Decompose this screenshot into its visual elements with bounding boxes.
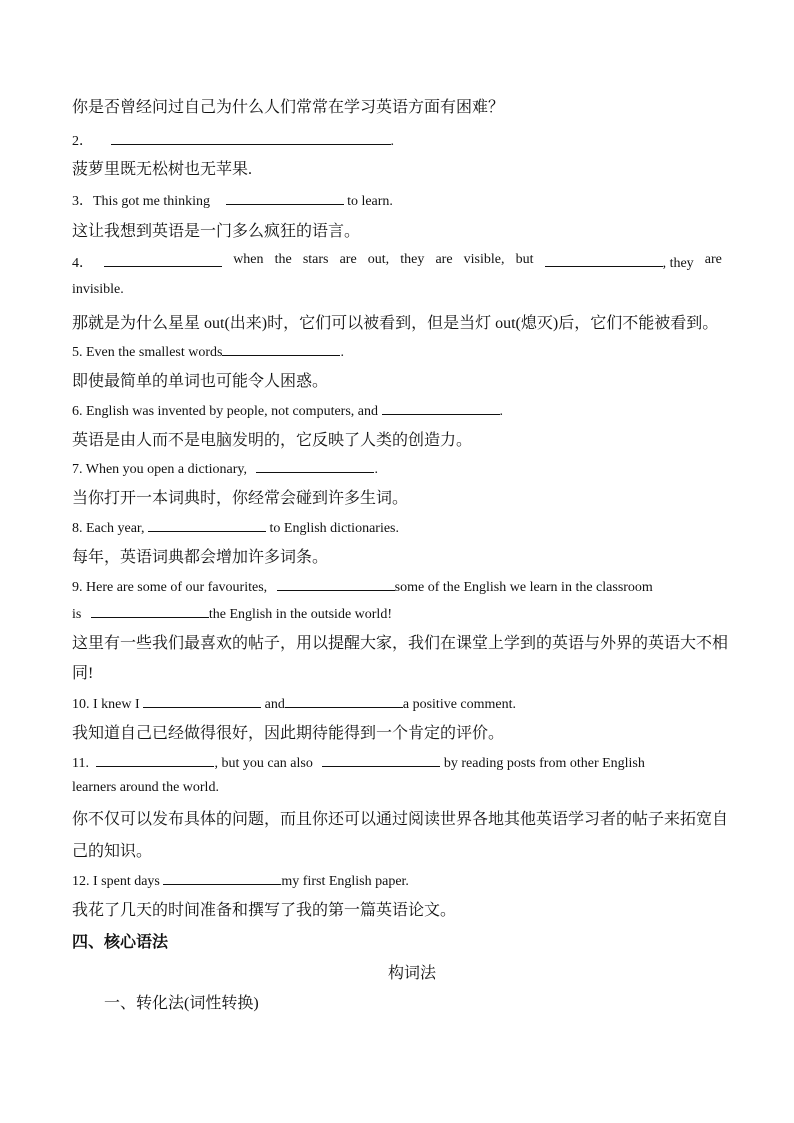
sentence-text: , but you can also [214,756,313,771]
word: stars [302,252,329,267]
answer-blank[interactable] [256,458,374,473]
chinese-line-q9-a: 这里有一些我们最喜欢的帖子，用以提醒大家，我们在课堂上学到的英语与外界的英语大不相 [72,635,729,652]
sentence-end: . [499,404,503,419]
chinese-line-q10: 我知道自己已经做得很好，因此期待能得到一个肯定的评价。 [72,725,505,742]
sentence-text: 7. When you open a dictionary, [72,462,247,477]
sentence-text: by reading posts from other English [443,756,645,771]
answer-blank[interactable] [545,252,663,267]
chinese-line-q6: 英语是由人而不是电脑发明的，它反映了人类的创造力。 [72,432,473,449]
word: are [704,252,722,267]
sentence-end: . [340,345,344,360]
subheading: 一、转化法(词性转换) [104,995,259,1012]
question-number: 4． [72,256,93,271]
word: , they [662,256,694,271]
question-number: 2． [72,134,93,149]
question-7 [72,458,722,478]
sentence-end: . [390,134,394,149]
chinese-line-q11-a: 你不仅可以发布具体的问题，而且你还可以通过阅读世界各地其他英语学习者的帖子来拓宽自 [72,811,729,828]
word: but [515,252,534,267]
answer-blank[interactable] [382,400,500,415]
chinese-line-q11-b: 己的知识。 [72,843,153,860]
question-3 [72,190,722,210]
sentence-text: 12. I spent days [72,874,160,889]
chinese-line-q7: 当你打开一本词典时，你经常会碰到许多生词。 [72,490,409,507]
answer-blank[interactable] [91,603,209,618]
word: when [233,252,264,267]
question-5 [72,341,722,361]
answer-blank[interactable] [322,752,440,767]
word: they [400,252,425,267]
sentence-text: and [264,697,285,712]
sentence-text: a positive comment. [402,697,517,712]
sentence-text: some of the English we learn in the classroom [394,580,653,595]
answer-blank[interactable] [111,130,391,145]
sentence-text: 10. I knew I [72,697,140,712]
sentence-text: 3．This got me thinking [72,194,211,209]
question-4 [72,252,722,272]
answer-blank[interactable] [285,693,403,708]
answer-blank[interactable] [226,190,344,205]
answer-blank[interactable] [96,752,214,767]
chinese-line-q12: 我花了几天的时间准备和撰写了我的第一篇英语论文。 [72,902,457,919]
chinese-line-q9-b: 同! [72,665,94,682]
question-8 [72,517,722,537]
question-12 [72,870,722,890]
word: the [274,252,292,267]
sentence-text: 5. Even the smallest words [72,345,223,360]
question-number: 11. [72,756,89,771]
chinese-line-q1: 你是否曾经问过自己为什么人们常常在学习英语方面有困难？ [72,99,505,116]
question-10 [72,693,722,713]
sentence-text: the English in the outside world! [208,607,392,622]
chinese-line-q5: 即使最简单的单词也可能令人困惑。 [72,373,329,390]
center-title: 构词法 [387,965,436,982]
answer-blank[interactable] [104,252,222,267]
question-11 [72,752,722,772]
sentence-end: . [374,462,378,477]
answer-blank[interactable] [163,870,281,885]
answer-blank[interactable] [277,576,395,591]
sentence-text: to English dictionaries. [269,521,399,536]
answer-blank[interactable] [222,341,340,356]
word: visible, [463,252,505,267]
word: are [339,252,357,267]
sentence-text: my first English paper. [281,874,409,889]
question-4-continuation: invisible. [72,282,124,297]
question-9 [72,576,722,596]
sentence-text: 6. English was invented by people, not computers, and [72,404,378,419]
word: out, [367,252,390,267]
question-11-continuation: learners around the world. [72,780,219,795]
chinese-line-q8: 每年，英语词典都会增加许多词条。 [72,549,329,566]
chinese-line-q2: 菠萝里既无松树也无苹果. [72,161,253,178]
word: are [435,252,453,267]
question-9-continuation [72,603,722,623]
sentence-text: is [72,607,82,622]
question-6 [72,400,722,420]
chinese-line-q3: 这让我想到英语是一门多么疯狂的语言。 [72,223,361,240]
answer-blank[interactable] [148,517,266,532]
section-heading: 四、核心语法 [72,934,169,951]
chinese-line-q4: 那就是为什么星星 out(出来)时，它们可以被看到，但是当灯 out(熄灭)后，它们不能被看到。 [72,315,719,332]
question-2 [72,130,722,150]
sentence-text: 9. Here are some of our favourites, [72,580,268,595]
answer-blank[interactable] [143,693,261,708]
sentence-text: 8. Each year, [72,521,145,536]
sentence-text: to learn. [347,194,393,209]
